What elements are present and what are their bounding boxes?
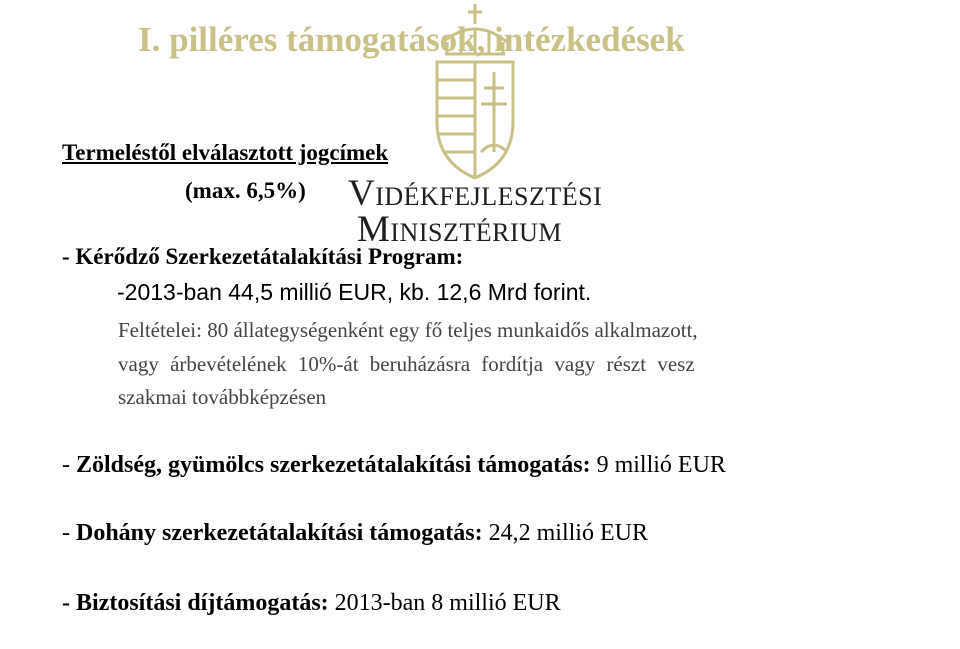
section-heading: Termeléstől elválasztott jogcímek <box>62 140 389 165</box>
condition-line: vagy árbevételének 10%-át beruházásra fordítja vagy részt vesz <box>118 352 695 376</box>
kerodzo-program-detail: -2013-ban 44,5 millió EUR, kb. 12,6 Mrd forint. <box>117 279 592 305</box>
kerodzo-program-title: - Kérődző Szerkezetátalakítási Program: <box>62 244 464 269</box>
item-value: 2013-ban 8 millió EUR <box>328 590 561 616</box>
item-value: 24,2 millió EUR <box>482 520 648 546</box>
section-note: (max. 6,5%) <box>185 178 306 203</box>
list-item <box>62 590 561 617</box>
condition-line: Feltételei: 80 állategységenként egy fő teljes munkaidős alkalmazott, <box>118 318 698 342</box>
condition-line: szakmai továbbképzésen <box>118 385 327 409</box>
ministry-name-line2: Minisztérium <box>357 209 562 250</box>
item-label: Dohány szerkezetátalakítási támogatás: <box>76 520 483 546</box>
ministry-name-line1: Vidékfejlesztési <box>348 173 603 214</box>
item-dash: - <box>62 590 76 616</box>
item-value: 9 millió EUR <box>590 452 726 478</box>
item-label: Biztosítási díjtámogatás: <box>76 590 329 616</box>
item-dash: - <box>62 452 76 478</box>
list-item <box>62 452 726 479</box>
item-label: Zöldség, gyümölcs szerkezetátalakítási támogatás: <box>76 452 591 478</box>
page-title: I. pilléres támogatások, intézkedések <box>138 20 685 59</box>
item-dash: - <box>62 520 76 546</box>
list-item <box>62 520 648 547</box>
